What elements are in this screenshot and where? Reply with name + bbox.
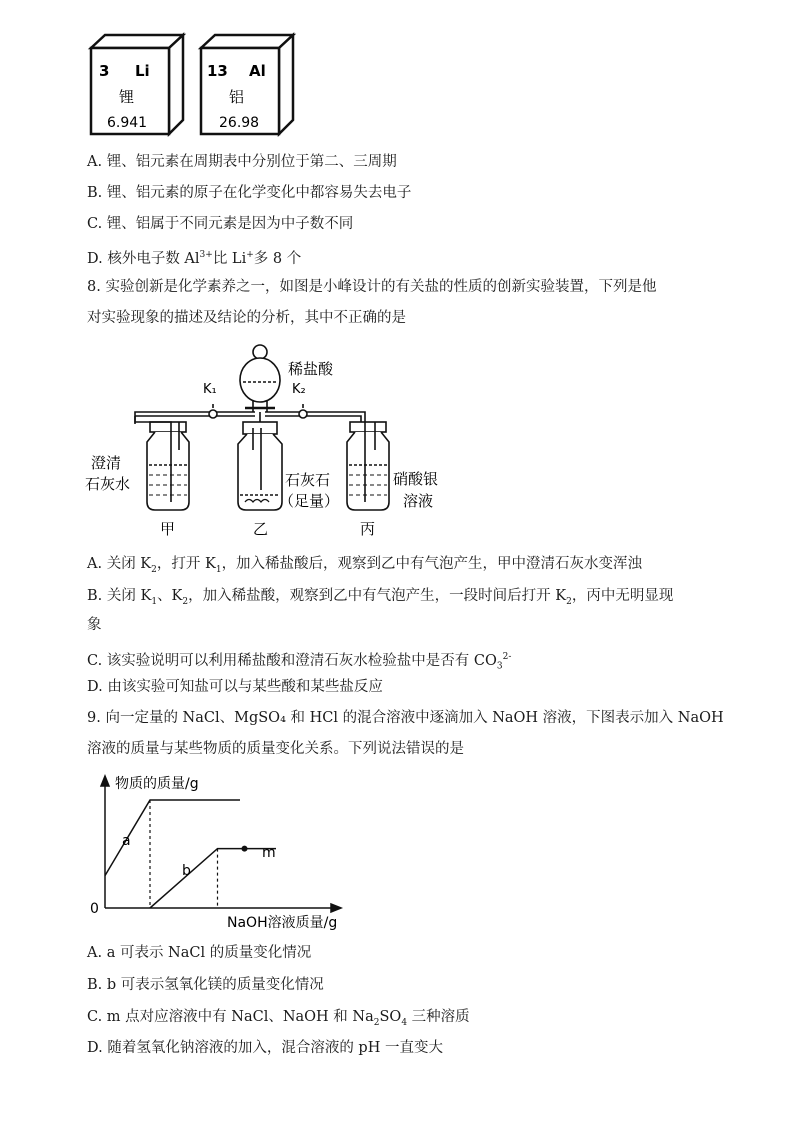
q9-option-a: A. a 可表示 NaCl 的质量变化情况 bbox=[87, 945, 312, 961]
q8-option-d: D. 由该实验可知盐可以与某些酸和某些盐反应 bbox=[87, 679, 383, 695]
bottle-yi-cap bbox=[243, 422, 277, 434]
label-limewater-1: 澄清 bbox=[91, 454, 122, 472]
label-limestone-1: 石灰石 bbox=[285, 471, 331, 489]
curve-b-label: b bbox=[182, 863, 191, 879]
q9-stem-line1: 9. 向一定量的 NaCl、MgSO₄ 和 HCl 的混合溶液中逐滴加入 NaOH 溶液，下图表示加入 NaOH bbox=[87, 710, 724, 726]
q8-stem-line1: 8. 实验创新是化学素养之一，如图是小峰设计的有关盐的性质的创新实验装置，下列是他 bbox=[87, 279, 657, 295]
mass-chart bbox=[85, 770, 375, 930]
al-name: 铝 bbox=[229, 88, 245, 106]
q9-stem-line2: 溶液的质量与某些物质的质量变化关系。下列说法错误的是 bbox=[87, 741, 464, 757]
q9-option-d: D. 随着氢氧化钠溶液的加入，混合溶液的 pH 一直变大 bbox=[87, 1040, 443, 1056]
q9-option-b: B. b 可表示氢氧化镁的质量变化情况 bbox=[87, 977, 324, 993]
al-number: 13 bbox=[207, 62, 228, 80]
q8-option-a: A. 关闭 $K_2$，打开 $K_1$，加入稀盐酸后，观察到乙中有气泡产生，甲中澄清石灰水变浑浊 bbox=[87, 556, 643, 575]
q9-option-c: C. m 点对应溶液中有 NaCl、NaOH 和 $Na_2SO_4$ 三种溶质 bbox=[87, 1009, 470, 1028]
q8-option-c: C. 该实验说明可以利用稀盐酸和澄清石灰水检验盐中是否有 $CO_3^{2-}$ bbox=[87, 652, 512, 672]
q8-stem-line2: 对实验现象的描述及结论的分析，其中不正确的是 bbox=[87, 310, 406, 326]
label-limewater-2: 石灰水 bbox=[85, 475, 131, 493]
aluminium-tile bbox=[201, 35, 293, 134]
q7-option-a: A. 锂、铝元素在周期表中分别位于第二、三周期 bbox=[87, 154, 397, 170]
point-m-label: m bbox=[262, 845, 276, 861]
li-number: 3 bbox=[99, 62, 110, 80]
label-k2: K₂ bbox=[292, 382, 306, 397]
bottle-jia-cap bbox=[150, 422, 186, 432]
q7-option-c: C. 锂、铝属于不同元素是因为中子数不同 bbox=[87, 216, 354, 232]
q7-option-b: B. 锂、铝元素的原子在化学变化中都容易失去电子 bbox=[87, 185, 412, 201]
label-silver-nitrate-1: 硝酸银 bbox=[393, 470, 439, 488]
curve-a-label: a bbox=[122, 833, 131, 849]
label-yi: 乙 bbox=[253, 520, 269, 538]
label-silver-nitrate-2: 溶液 bbox=[403, 492, 434, 510]
label-jia: 甲 bbox=[160, 520, 176, 538]
funnel-bulb bbox=[240, 358, 280, 402]
point-m bbox=[242, 846, 248, 852]
label-k1: K₁ bbox=[203, 382, 217, 397]
bottle-jia bbox=[147, 432, 189, 510]
x-axis-arrow bbox=[331, 904, 341, 912]
al-mass: 26.98 bbox=[219, 115, 260, 131]
label-bing: 丙 bbox=[360, 520, 376, 538]
series-b-line bbox=[150, 849, 276, 908]
valve-k1 bbox=[209, 410, 217, 418]
bottle-yi bbox=[238, 434, 282, 510]
li-name: 锂 bbox=[119, 88, 135, 106]
experiment-apparatus bbox=[85, 330, 465, 545]
y-axis-arrow bbox=[101, 776, 109, 786]
y-axis-label: 物质的质量/g bbox=[115, 776, 199, 792]
q8-option-b-continued: 象 bbox=[87, 617, 102, 633]
element-tiles bbox=[85, 32, 325, 144]
x-axis-label: NaOH溶液质量/g bbox=[227, 915, 338, 930]
li-symbol: Li bbox=[135, 62, 150, 80]
al-symbol: Al bbox=[249, 62, 266, 80]
bottle-bing bbox=[347, 432, 389, 510]
lithium-tile bbox=[91, 35, 183, 134]
li-mass: 6.941 bbox=[107, 115, 148, 131]
q7-option-d: D. 核外电子数 $Al^{3+}$比 Li+多 8 个 bbox=[87, 250, 302, 267]
label-limestone-2: （足量） bbox=[279, 492, 340, 510]
bottle-bing-cap bbox=[350, 422, 386, 432]
q8-option-b: B. 关闭 $K_1$、$K_2$，加入稀盐酸，观察到乙中有气泡产生，一段时间后打开 $K_2$，丙中无明显现 bbox=[87, 588, 674, 607]
funnel-stopper bbox=[253, 345, 267, 359]
label-dilute-hcl: 稀盐酸 bbox=[288, 360, 334, 378]
origin-label: 0 bbox=[90, 901, 99, 917]
valve-k2 bbox=[299, 410, 307, 418]
